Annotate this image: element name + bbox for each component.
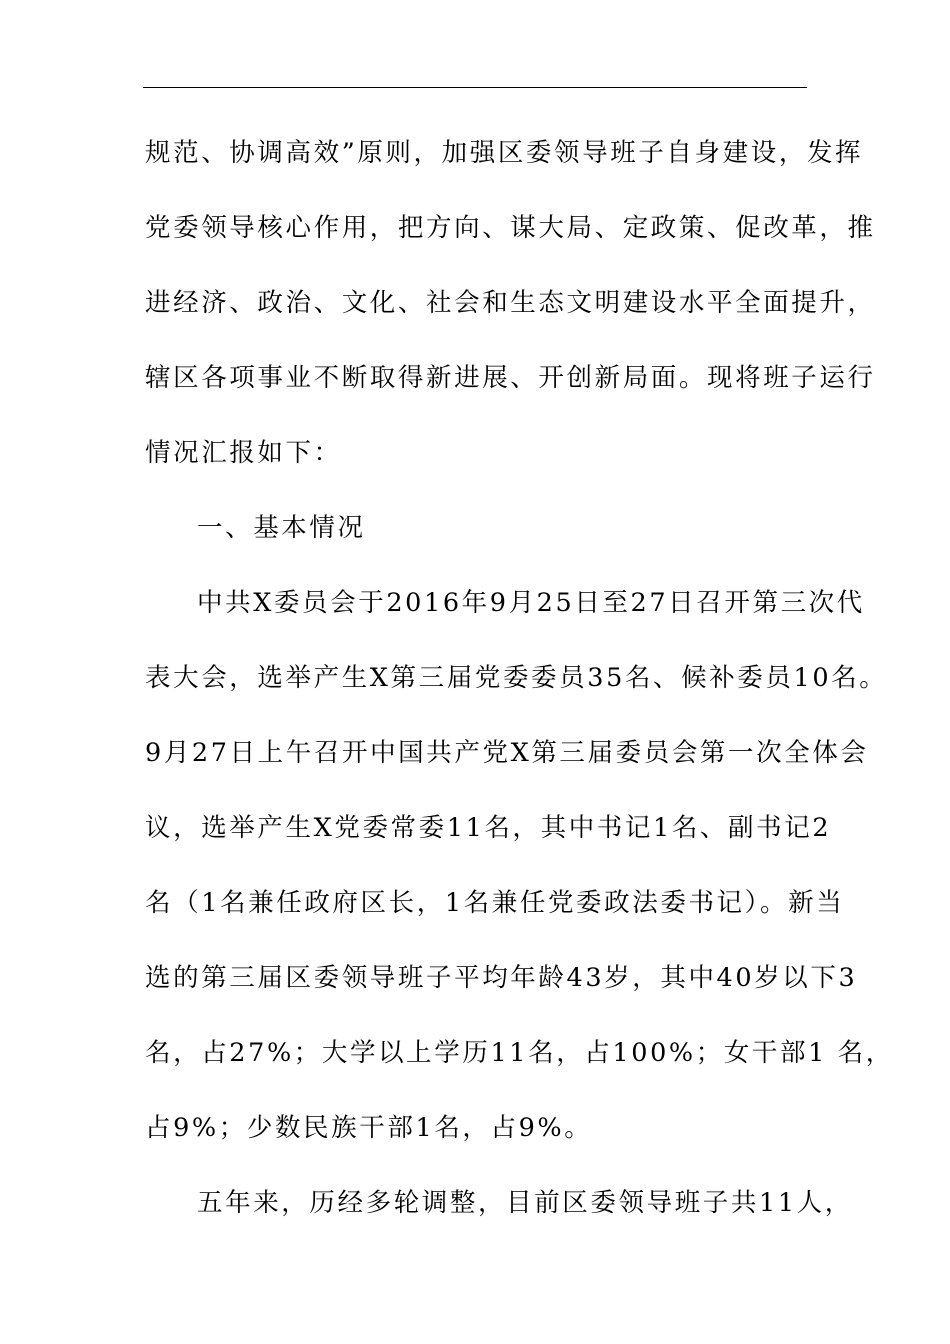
header-rule [143,87,807,88]
text-line: 选的第三届区委领导班子平均年龄43岁，其中40岁以下3 [145,963,858,993]
text-line: 占9%；少数民族干部1名，占9%。 [145,1113,593,1143]
body-text [145,128,894,1253]
section-heading: 一、基本情况 [197,513,366,543]
text-line: 名，占27%；大学以上学历11名，占100%；女干部1 名， [145,1038,894,1068]
text-line: 进经济、政治、文化、社会和生态文明建设水平全面提升， [145,288,876,318]
text-line: 9月27日上午召开中国共产党X第三届委员会第一次全体会 [145,738,869,768]
text-line: 党委领导核心作用，把方向、谋大局、定政策、促改革，推 [145,213,876,243]
text-line: 情况汇报如下： [145,438,342,468]
text-line: 议，选举产生X党委常委11名，其中书记1名、副书记2 [145,813,832,843]
text-line: 规范、协调高效”原则，加强区委领导班子自身建设，发挥 [145,138,864,168]
text-line: 名（1名兼任政府区长，1名兼任党委政法委书记）。新当 [145,888,845,918]
text-line: 辖区各项事业不断取得新进展、开创新局面。现将班子运行 [145,363,876,393]
text-line: 五年来，历经多轮调整，目前区委领导班子共11人， [197,1188,853,1218]
text-line: 中共X委员会于2016年9月25日至27日召开第三次代 [197,588,865,618]
text-line: 表大会，选举产生X第三届党委委员35名、候补委员10名。 [145,663,888,693]
